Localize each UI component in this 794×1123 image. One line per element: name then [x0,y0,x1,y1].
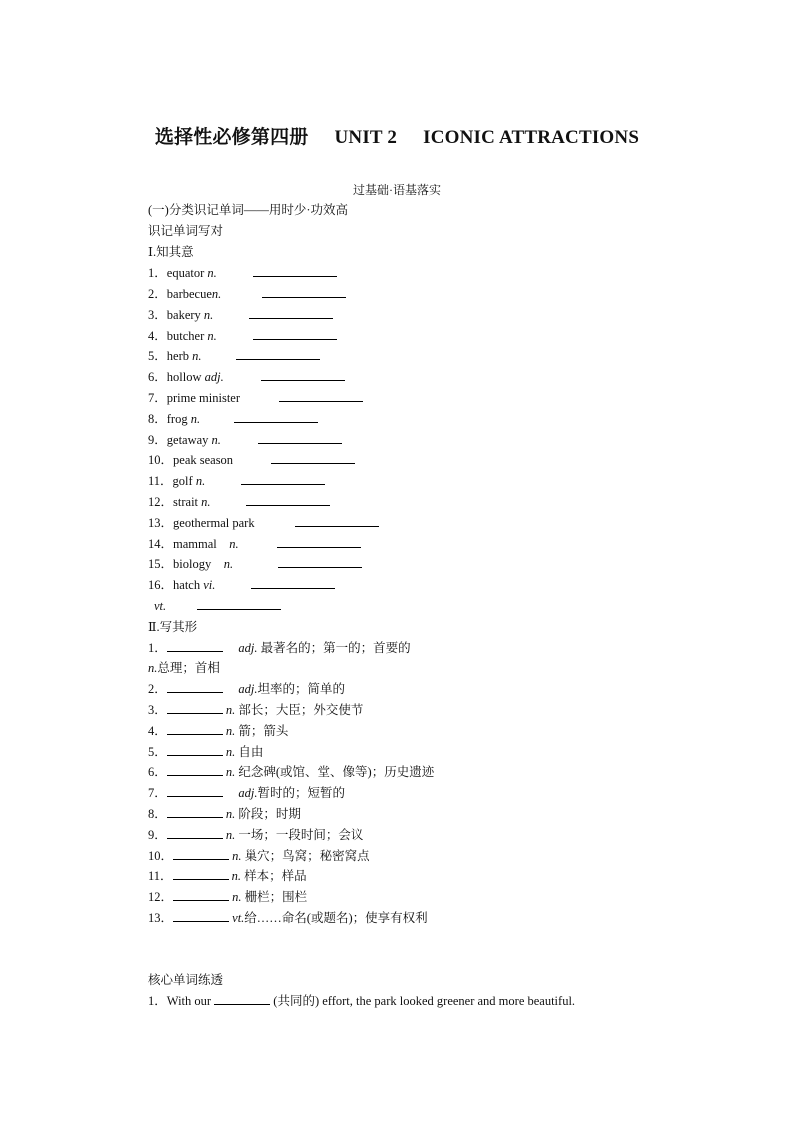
answer-blank[interactable] [251,576,335,589]
form-item: n.总理；首相 [148,661,220,675]
vocab-item: 9．getaway n. [148,431,221,449]
title-name: ICONIC ATTRACTIONS [423,127,640,148]
part2-heading: 核心单词练透 [148,973,224,987]
form-item: 12． n. 栅栏；围栏 [148,890,308,904]
form-item: 1． adj. 最著名的；第一的；首要的 [148,641,411,655]
answer-blank[interactable] [214,992,270,1005]
answer-blank[interactable] [277,535,361,548]
answer-blank[interactable] [262,285,346,298]
section-heading: 过基础·语基落实 [353,183,441,197]
answer-blank[interactable] [167,722,223,735]
vocab-item: 15．biology n. [148,555,233,573]
answer-blank[interactable] [234,410,318,423]
answer-blank[interactable] [173,888,229,901]
part1-subheading: 识记单词写对 [148,224,224,238]
answer-blank[interactable] [261,368,345,381]
form-item: 13． vt.给……命名(或题名)；使享有权利 [148,911,428,925]
answer-blank[interactable] [167,701,223,714]
form-item: 7． adj.暂时的；短暂的 [148,786,346,800]
vocab-item: 13．geothermal park [148,514,255,532]
form-item: 2． adj.坦率的；简单的 [148,682,346,696]
form-item: 6． n. 纪念碑(或馆、堂、像等)；历史遗迹 [148,765,435,779]
exercise-item: 1．With our (共同的) effort, the park looked greener and more beautiful. [148,994,576,1008]
vocab-item: 1．equator n. [148,264,217,282]
answer-blank[interactable] [167,680,223,693]
answer-blank[interactable] [253,264,337,277]
vocab-item: 6．hollow adj. [148,368,224,386]
vocab-item: vt. [154,597,166,615]
group2-label: Ⅱ.写其形 [148,620,198,634]
form-item: 10． n. 巢穴；鸟窝；秘密窝点 [148,849,370,863]
answer-blank[interactable] [167,743,223,756]
form-item: 8． n. 阶段；时期 [148,807,301,821]
answer-blank[interactable] [278,555,362,568]
vocab-item: 14．mammal n. [148,535,239,553]
answer-blank[interactable] [241,472,325,485]
vocab-item: 11．golf n. [148,472,205,490]
vocab-item: 7．prime minister [148,389,240,407]
form-item: 11． n. 样本；样品 [148,869,307,883]
title-unit: UNIT 2 [334,127,398,148]
answer-blank[interactable] [173,909,229,922]
answer-blank[interactable] [167,784,223,797]
answer-blank[interactable] [173,847,229,860]
group1-label: Ⅰ.知其意 [148,245,194,259]
answer-blank[interactable] [249,306,333,319]
page-title [0,122,794,149]
form-item: 4． n. 箭；箭头 [148,724,289,738]
vocab-item: 2．barbecuen. [148,285,221,303]
form-item: 9． n. 一场；一段时间；会议 [148,828,364,842]
answer-blank[interactable] [271,451,355,464]
answer-blank[interactable] [167,805,223,818]
answer-blank[interactable] [167,826,223,839]
answer-blank[interactable] [167,763,223,776]
vocab-item: 12．strait n. [148,493,211,511]
vocab-item: 10．peak season [148,451,233,469]
part1-heading: (一)分类识记单词——用时少·功效高 [148,203,348,217]
vocab-item: 4．butcher n. [148,327,217,345]
vocab-item: 3．bakery n. [148,306,213,324]
answer-blank[interactable] [295,514,379,527]
answer-blank[interactable] [258,431,342,444]
vocab-item: 16．hatch vi. [148,576,215,594]
answer-blank[interactable] [246,493,330,506]
form-item: 5． n. 自由 [148,745,264,759]
answer-blank[interactable] [197,597,281,610]
answer-blank[interactable] [236,347,320,360]
answer-blank[interactable] [253,327,337,340]
answer-blank[interactable] [279,389,363,402]
title-cn: 选择性必修第四册 [154,127,309,148]
answer-blank[interactable] [173,867,229,880]
vocab-item: 8．frog n. [148,410,200,428]
answer-blank[interactable] [167,639,223,652]
vocab-item: 5．herb n. [148,347,201,365]
form-item: 3． n. 部长；大臣；外交使节 [148,703,364,717]
